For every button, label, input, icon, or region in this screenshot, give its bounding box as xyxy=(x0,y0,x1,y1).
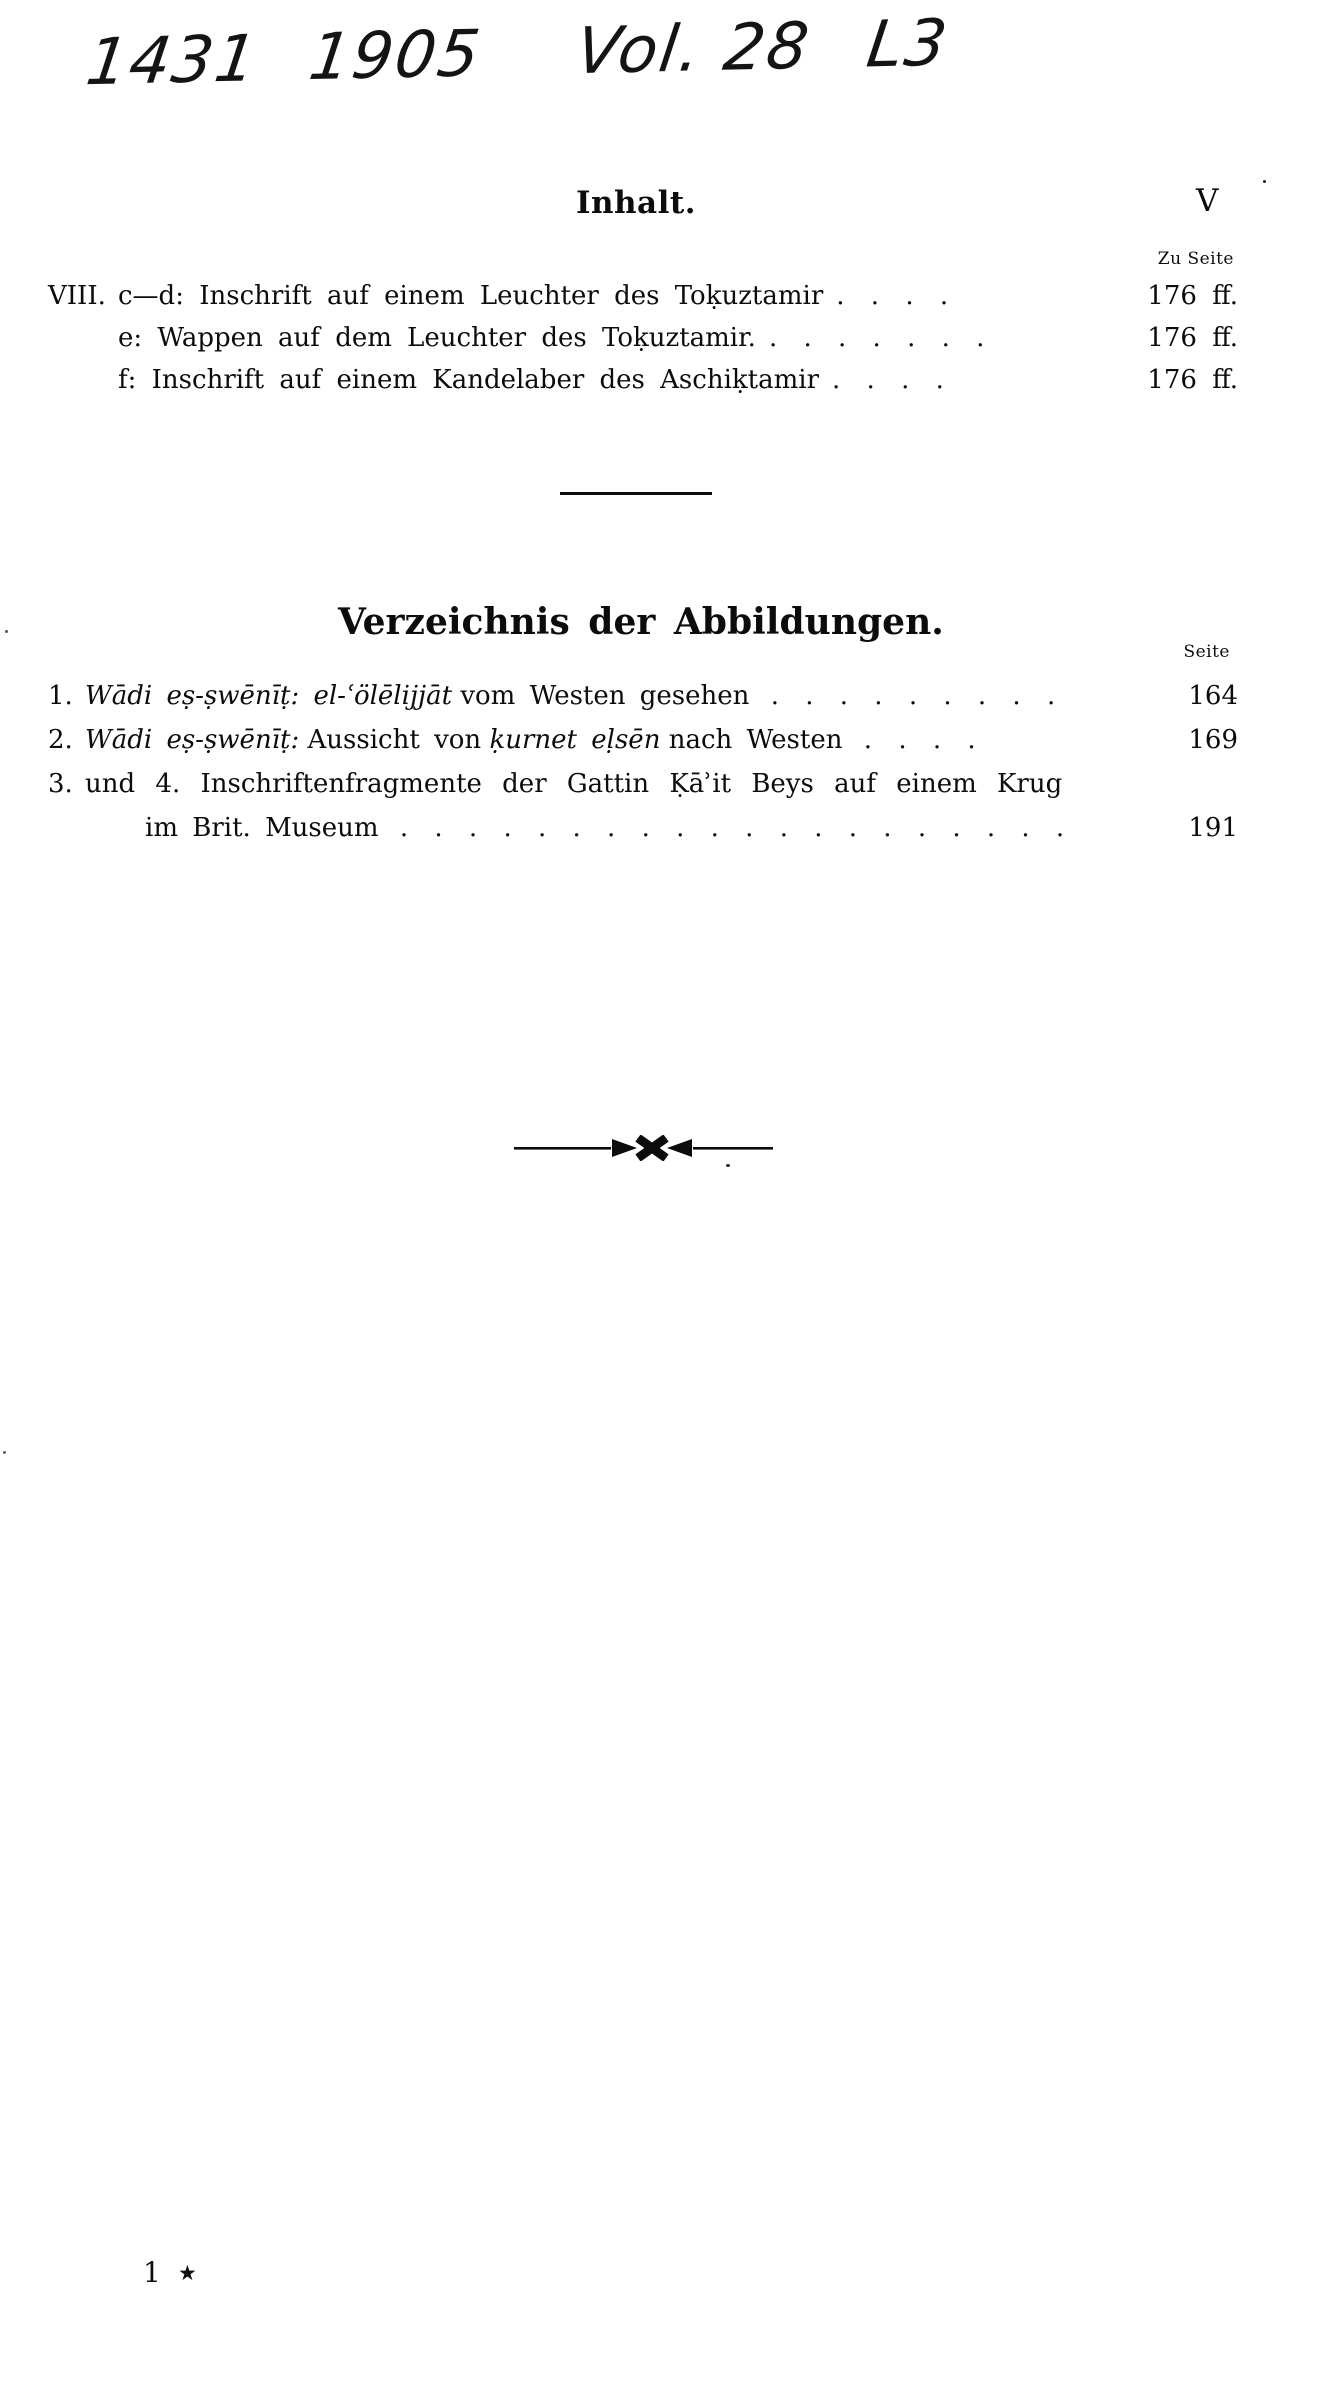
figure-entry-text: und 4. Inschriftenfragmente der Gattin Ḳāʾit Beys auf einem Krug xyxy=(85,769,1063,799)
toc-page-ref: 176 ff. xyxy=(1147,365,1238,395)
figure-page-ref: 169 xyxy=(1188,725,1238,755)
figure-page-ref: 191 xyxy=(1188,813,1238,843)
handwritten-annotation xyxy=(82,6,953,100)
figures-heading: Verzeichnis der Abbildungen. xyxy=(338,601,944,643)
ink-speck xyxy=(1263,180,1266,183)
dot-leader: . . . . . . . . . xyxy=(770,681,1057,711)
dot-leader: . . . . xyxy=(832,365,945,395)
figure-entry-text: Wādi eṣ-ṣwēnīṭ: xyxy=(85,725,300,755)
figures-list xyxy=(48,681,1238,857)
end-ornament-arrows-rule xyxy=(514,1135,774,1165)
figure-entry-text: Aussicht von xyxy=(307,725,482,755)
ink-speck xyxy=(3,1451,6,1454)
column-label-zu-seite: Zu Seite xyxy=(1157,249,1234,269)
toc-section xyxy=(48,281,1238,407)
section-divider-rule xyxy=(560,492,712,495)
figure-number: 3. xyxy=(48,769,73,799)
figure-entry-text: nach Westen xyxy=(668,725,843,755)
dot-leader: . . . . . . . xyxy=(768,323,986,353)
signature-star-icon: ★ xyxy=(178,2261,197,2285)
figure-entry-text: ḳurnet eḷsēn xyxy=(489,725,661,755)
figure-entry xyxy=(48,681,1238,725)
toc-entry xyxy=(48,365,1238,407)
toc-entry xyxy=(48,281,1238,323)
handwriting-part: 1905 xyxy=(304,17,486,96)
toc-entry-text: f: Inschrift auf einem Kandelaber des Aschiḳtamir xyxy=(118,365,820,395)
figure-page-ref: 164 xyxy=(1188,681,1238,711)
dot-leader: . . . . . . . . . . . . . . . . . . . . xyxy=(399,813,1066,843)
toc-page-ref: 176 ff. xyxy=(1147,323,1238,353)
page-title: Inhalt. xyxy=(575,185,697,221)
figure-number: 2. xyxy=(48,725,73,755)
column-label-seite: Seite xyxy=(1183,642,1230,662)
ink-speck xyxy=(726,1164,730,1167)
dot-leader: . . . . xyxy=(863,725,977,755)
figure-number: 1. xyxy=(48,681,73,711)
figure-entry-text: im Brit. Museum xyxy=(145,813,379,843)
handwriting-part: 1431 xyxy=(81,22,263,101)
figure-entry xyxy=(48,725,1238,769)
ink-speck xyxy=(5,630,8,633)
toc-entry-text: c—d: Inschrift auf einem Leuchter des Toḳuztamir xyxy=(118,281,824,311)
toc-entry-text: e: Wappen auf dem Leuchter des Toḳuztamir. xyxy=(118,323,756,353)
signature-mark: 1 xyxy=(143,2256,161,2289)
toc-section-number: VIII. xyxy=(48,281,106,311)
page-number: V xyxy=(1196,183,1219,219)
toc-entry xyxy=(48,323,1238,365)
handwriting-part: Vol. 28 xyxy=(571,9,815,90)
figure-entry-text: vom Westen gesehen xyxy=(460,681,750,711)
figure-entry xyxy=(48,769,1238,813)
toc-page-ref: 176 ff. xyxy=(1147,281,1238,311)
handwriting-part: L3 xyxy=(862,6,953,83)
dot-leader: . . . . xyxy=(836,281,950,311)
figure-entry-text: Wādi eṣ-ṣwēnīṭ: el-ʿölēlijjāt xyxy=(85,681,453,711)
figure-entry xyxy=(48,813,1238,857)
